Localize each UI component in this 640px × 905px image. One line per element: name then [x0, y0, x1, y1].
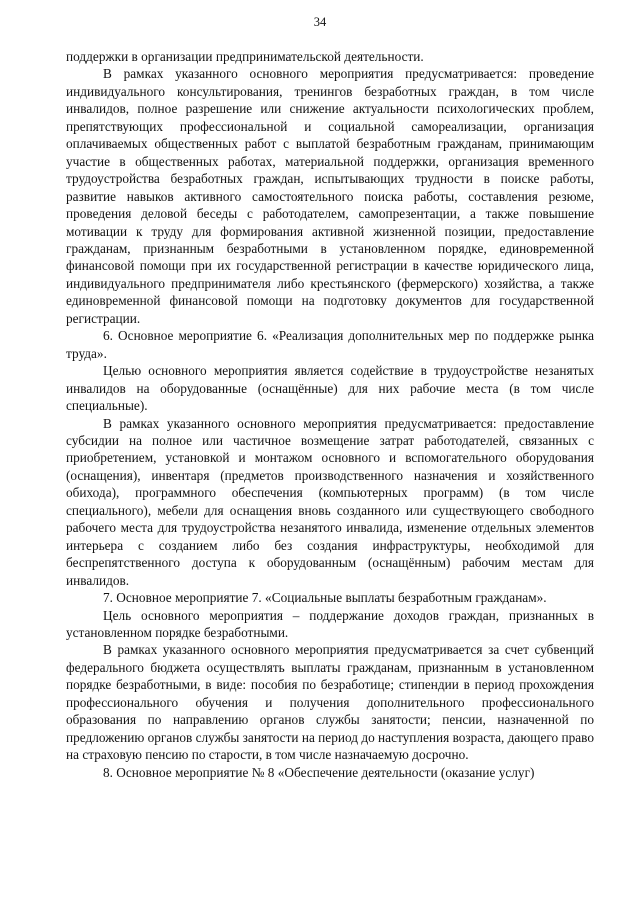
- paragraph-measure-8-heading: 8. Основное мероприятие № 8 «Обеспечение деятельности (оказание услуг): [103, 764, 535, 780]
- paragraph-continuation: поддержки в организации предпринимательской деятельности.: [66, 49, 424, 64]
- paragraph-measure-6-description: В рамках указанного основного мероприятия предусматривается: предоставление субсидии на полное или частичное возмещение затрат работодателей, связанных с приобретением, установкой и монтажом основного и вспомогательного оборудования (оснащения), инвентаря (предметов производственного назначения и хозяйственного обихода), программного обеспечения (компьютерных программ) (в том числе специального), мебели для оснащения вновь созданного или существующего свободного рабочего места для трудоустройства незанятого инвалида, изменение отдельных элементов интерьера с созданием либо без создания инфраструктуры, необходимой для беспрепятственного доступа к оборудованным (оснащённым) рабочим местам для инвалидов.: [66, 415, 594, 588]
- page-number: 34: [313, 15, 327, 29]
- document-body: [66, 48, 594, 781]
- paragraph-measure-6-heading: 6. Основное мероприятие 6. «Реализация дополнительных мер по поддержке рынка труда».: [66, 328, 594, 361]
- paragraph-measure-5-description: В рамках указанного основного мероприятия предусматривается: проведение индивидуального консультирования, тренингов безработных граждан, в том числе инвалидов, полное разрешение или снижение актуальности психологических проблем, препятствующих профессиональной и социальной самореализации, организация оплачиваемых общественных работ с выплатой безработным гражданам, принимающим участие в общественных работах, материальной поддержки, организация временного трудоустройства безработных граждан, испытывающих трудности в поиске работы, развитие навыков активного самостоятельного поиска работы, составления резюме, проведения деловой беседы с работодателем, самопрезентации, а также повышение мотивации к труду для формирования активной жизненной позиции, предоставление гражданам, признанным безработными в установленном порядке, единовременной финансовой помощи при их государственной регистрации в качестве юридического лица, индивидуального предпринимателя либо крестьянского (фермерского) хозяйства, а также единовременной финансовой помощи на подготовку документов для государственной регистрации.: [66, 66, 594, 326]
- paragraph-measure-6-goal: Целью основного мероприятия является содействие в трудоустройстве незанятых инвалидов на оборудованные (оснащённые) для них рабочие места (в том числе специальные).: [66, 363, 594, 414]
- paragraph-measure-7-heading: 7. Основное мероприятие 7. «Социальные выплаты безработным гражданам».: [103, 590, 547, 606]
- paragraph-measure-7-goal: Цель основного мероприятия – поддержание доходов граждан, признанных в установленном порядке безработными.: [66, 607, 594, 640]
- paragraph-measure-7-description: В рамках указанного основного мероприятия предусматривается за счет субвенций федерального бюджета осуществлять выплаты гражданам, признанным в установленном порядке безработными, в виде: пособия по безработице; стипендии в период прохождения профессионального обучения и получения дополнительного профессионального образования по направлению органов службы занятости; пенсии, назначенной по предложению органов службы занятости на период до наступления возраста, дающего право на страховую пенсию по старости, в том числе назначаемую досрочно.: [66, 642, 594, 763]
